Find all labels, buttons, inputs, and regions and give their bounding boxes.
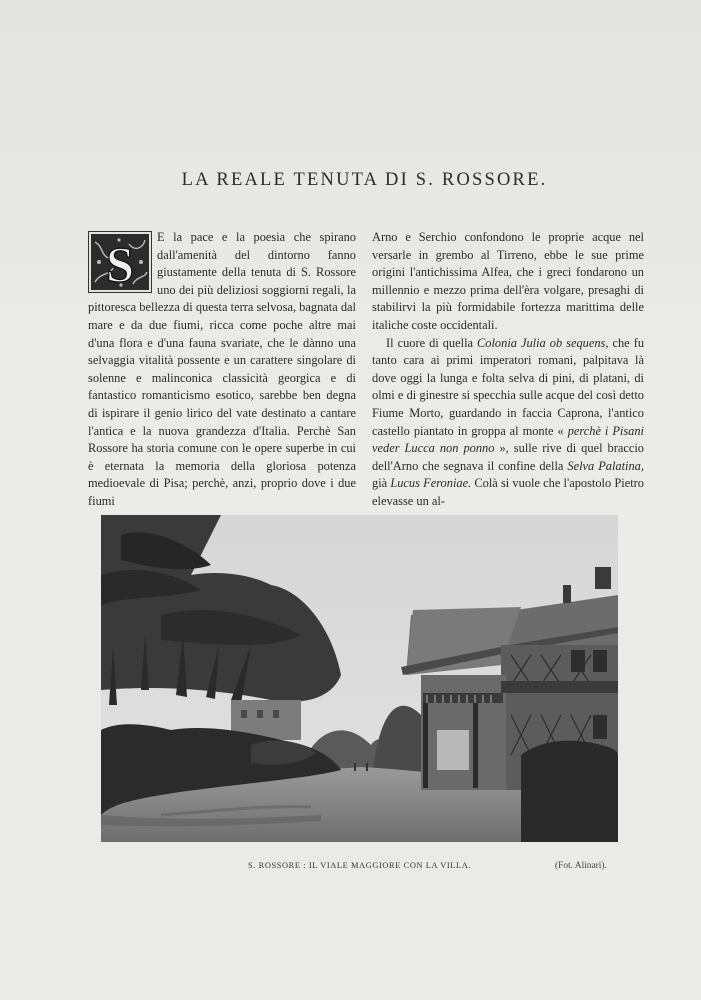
intro-text: E la pace e la poesia che spirano dall'amenità del dintorno fanno giustamente della tenuta di S. Rossore uno dei più deliziosi soggiorni regali, la pittoresca bellezza di questa terra selvosa, bagnata dal mare e da due fiumi, ricca come poche altre mai d'una flora e d'una fauna svariate, che le dànno una selvaggia vitalità possente e un carattere singolare di solenne e malinconica classicità georgica e di fantastico romanticismo esotico, sarebbe ben degna di ispirare il genio lirico del vate destinato a cantare l'antica e la nuova grandezza d'Italia. Perchè San Rossore ha storia comune con le opere superbe in cui è eternata la memoria della gloriosa potenza medioevale di Pisa; perchè, anzi, proprio dove i due fiumi [88, 230, 356, 508]
intro-paragraph [88, 229, 356, 511]
text-run: Colà si vuole che l'apostolo Pietro elevasse un al- [372, 476, 644, 508]
text-run: che fu tanto cara ai primi imperatori romani, palpitava là dove oggi la lunga e folta selva di pini, di platani, di olmi e di ginestre si specchia sulle acque del così detto Fiume Morto, guardando in faccia Caprona, l'antico castello piantato in groppa al monte « [372, 335, 645, 438]
article-title: LA REALE TENUTA DI S. ROSSORE. [181, 170, 548, 190]
italic-run: Lucus Feroniae. [390, 476, 472, 491]
italic-run: perchè i Pisani veder Lucca non ponno [372, 423, 645, 456]
text-run: Il cuore di quella [386, 335, 478, 350]
italic-run: Colonia Julia ob sequens, [477, 335, 609, 350]
right-paragraph-1: Arno e Serchio confondono le proprie acque nel versarle in grembo al Tirreno, ebbe le sue prime origini l'antichissima Alfea, che i greci fondarono un millennio e mezzo prima dell'èra volgare, presaghi di stabilirvi la più formidabile fortezza marittima delle italiche coste occidentali. [372, 230, 644, 332]
photograph-villa-avenue [101, 515, 618, 842]
photo-credit: (Fot. Alinari). [555, 861, 607, 871]
right-column [372, 229, 644, 511]
drop-cap-ornament [88, 231, 152, 293]
text-run: già [372, 476, 391, 491]
italic-run: Selva Palatina, [567, 458, 644, 473]
ornamental-initial-s [89, 232, 151, 292]
drop-cap-letter: S [106, 236, 134, 292]
left-column [88, 229, 356, 511]
right-paragraph-2 [372, 335, 644, 511]
text-run: », sulle rive di quel braccio dell'Arno che segnava il confine della [372, 441, 644, 473]
photo-caption: S. ROSSORE : IL VIALE MAGGIORE CON LA VILLA. [248, 861, 472, 870]
